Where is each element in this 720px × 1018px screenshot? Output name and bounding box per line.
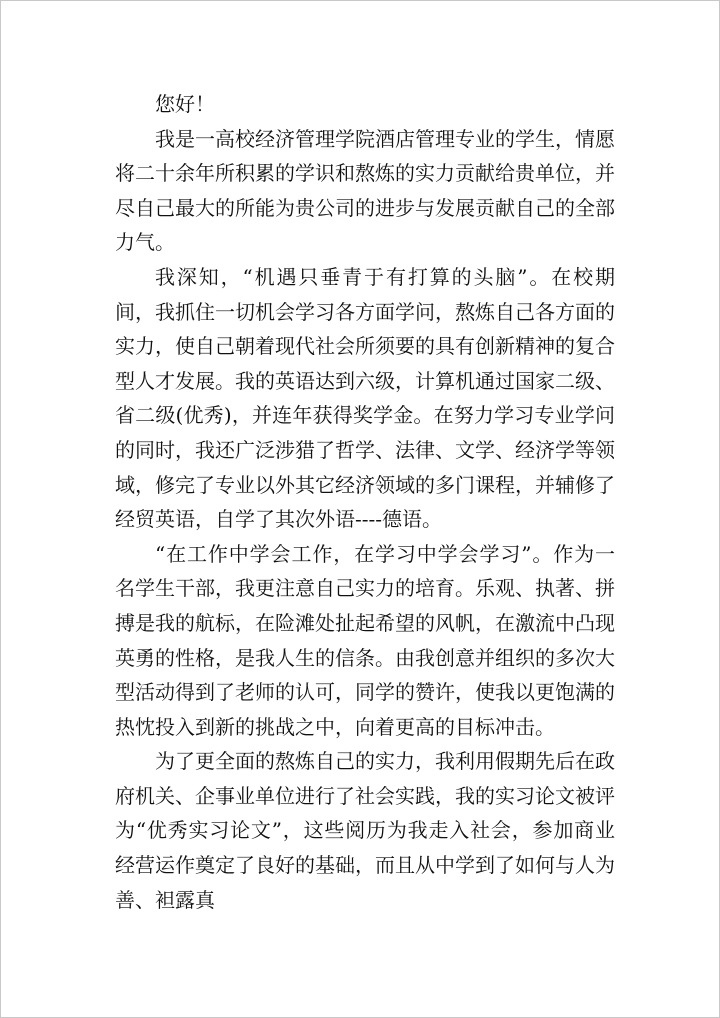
paragraph-study: 我深知，“机遇只垂青于有打算的头脑”。在校期间，我抓住一切机会学习各方面学问，熬炼自己各方面的实力，使自己朝着现代社会所须要的具有创新精神的复合型人才发展。我的英语达到六级，计算机通过国家二级、省二级(优秀)，并连年获得奖学金。在努力学习专业学问的同时，我还广泛涉猎了哲学、法律、文学、经济学等领域，修完了专业以外其它经济领域的多门课程，并辅修了经贸英语，自学了其次外语----德语。 (115, 264, 615, 532)
paragraph-practice: 为了更全面的熬炼自己的实力，我利用假期先后在政府机关、企事业单位进行了社会实践，我的实习论文被评为“优秀实习论文”，这些阅历为我走入社会，参加商业经营运作奠定了良好的基础，而且从中学到了如何与人为善、袒露真 (115, 749, 615, 912)
greeting: 您好！ (155, 92, 215, 116)
letter-body (115, 87, 615, 917)
paragraph-leadership: “在工作中学会工作，在学习中学会学习”。作为一名学生干部，我更注意自己实力的培育。乐观、执著、拼搏是我的航标，在险滩处扯起希望的风帆，在激流中凸现英勇的性格，是我人生的信条。由我创意并组织的多次大型活动得到了老师的认可，同学的赞许，使我以更饱满的热忱投入到新的挑战之中，向着更高的目标冲击。 (115, 541, 615, 739)
paragraph-intro: 我是一高校经济管理学院酒店管理专业的学生，情愿将二十余年所积累的学识和熬炼的实力贡献给贵单位，并尽自己最大的所能为贵公司的进步与发展贡献自己的全部力气。 (115, 126, 615, 255)
